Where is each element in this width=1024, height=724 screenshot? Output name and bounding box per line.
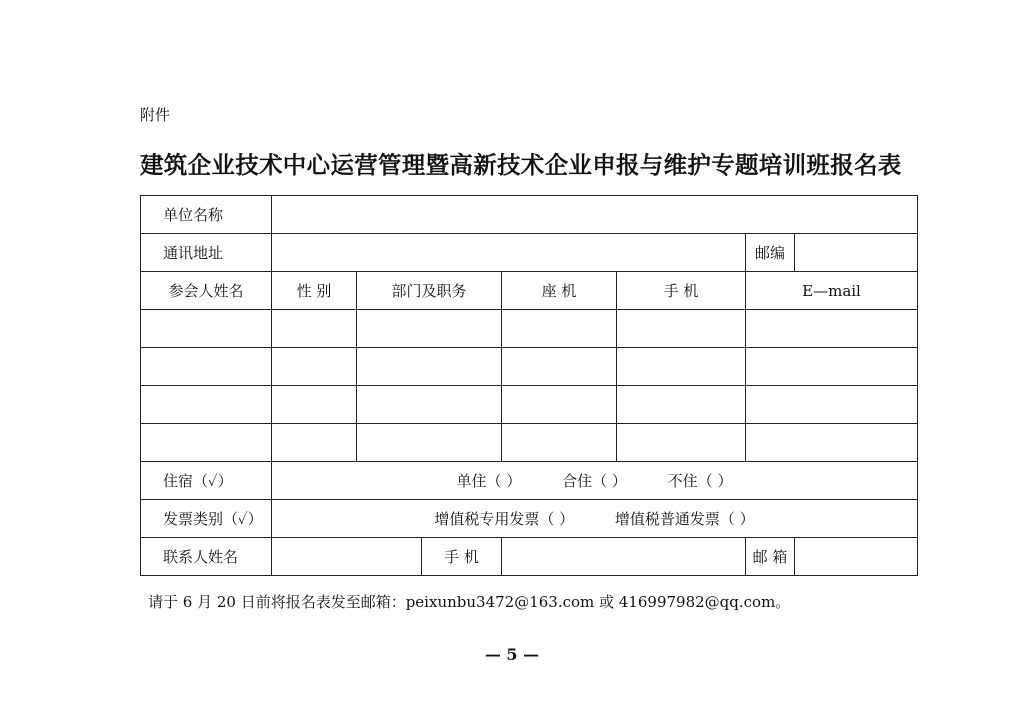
participant-row bbox=[141, 348, 918, 386]
invoice-special-option[interactable]: 增值税专用发票（ ） bbox=[434, 510, 575, 528]
accommodation-options bbox=[272, 462, 918, 500]
address-label: 通讯地址 bbox=[141, 234, 272, 272]
invoice-label: 发票类别（✓） bbox=[141, 500, 272, 538]
header-landline: 座 机 bbox=[502, 272, 617, 310]
participant-department-cell[interactable] bbox=[357, 386, 502, 424]
participant-email-cell[interactable] bbox=[746, 424, 918, 462]
participant-mobile-cell[interactable] bbox=[617, 386, 746, 424]
participant-header-row bbox=[141, 272, 918, 310]
participant-gender-cell[interactable] bbox=[272, 348, 357, 386]
header-email: E—mail bbox=[746, 272, 918, 310]
contact-email-label: 邮 箱 bbox=[746, 538, 795, 576]
participant-landline-cell[interactable] bbox=[502, 424, 617, 462]
contact-mobile-label: 手 机 bbox=[422, 538, 502, 576]
invoice-general-option[interactable]: 增值税普通发票（ ） bbox=[614, 510, 755, 528]
participant-row bbox=[141, 386, 918, 424]
postcode-field[interactable] bbox=[795, 234, 918, 272]
participant-row bbox=[141, 424, 918, 462]
unit-name-label: 单位名称 bbox=[141, 196, 272, 234]
participant-gender-cell[interactable] bbox=[272, 310, 357, 348]
participant-department-cell[interactable] bbox=[357, 348, 502, 386]
participant-gender-cell[interactable] bbox=[272, 386, 357, 424]
participant-mobile-cell[interactable] bbox=[617, 348, 746, 386]
participant-landline-cell[interactable] bbox=[502, 386, 617, 424]
page-number: — 5 — bbox=[484, 645, 540, 664]
postcode-label: 邮编 bbox=[746, 234, 795, 272]
address-field[interactable] bbox=[272, 234, 746, 272]
accommodation-none-option[interactable]: 不住（ ） bbox=[667, 472, 733, 490]
participant-gender-cell[interactable] bbox=[272, 424, 357, 462]
participant-email-cell[interactable] bbox=[746, 310, 918, 348]
page-title: 建筑企业技术中心运营管理暨高新技术企业申报与维护专题培训班报名表 bbox=[140, 151, 902, 179]
contact-mobile-field[interactable] bbox=[502, 538, 746, 576]
participant-department-cell[interactable] bbox=[357, 310, 502, 348]
accommodation-label: 住宿（✓） bbox=[141, 462, 272, 500]
registration-form bbox=[140, 195, 918, 576]
contact-name-field[interactable] bbox=[272, 538, 422, 576]
unit-name-field[interactable] bbox=[272, 196, 918, 234]
participant-email-cell[interactable] bbox=[746, 386, 918, 424]
accommodation-single-option[interactable]: 单住（ ） bbox=[456, 472, 522, 490]
accommodation-shared-option[interactable]: 合住（ ） bbox=[562, 472, 627, 490]
contact-label: 联系人姓名 bbox=[141, 538, 272, 576]
participant-mobile-cell[interactable] bbox=[617, 424, 746, 462]
header-mobile: 手 机 bbox=[617, 272, 746, 310]
header-department: 部门及职务 bbox=[357, 272, 502, 310]
header-name: 参会人姓名 bbox=[141, 272, 272, 310]
invoice-options bbox=[272, 500, 918, 538]
participant-name-cell[interactable] bbox=[141, 310, 272, 348]
participant-email-cell[interactable] bbox=[746, 348, 918, 386]
participant-mobile-cell[interactable] bbox=[617, 310, 746, 348]
attachment-label: 附件 bbox=[140, 106, 171, 124]
participant-name-cell[interactable] bbox=[141, 348, 272, 386]
participant-row bbox=[141, 310, 918, 348]
participant-name-cell[interactable] bbox=[141, 424, 272, 462]
participant-department-cell[interactable] bbox=[357, 424, 502, 462]
participant-landline-cell[interactable] bbox=[502, 310, 617, 348]
participant-landline-cell[interactable] bbox=[502, 348, 617, 386]
participant-name-cell[interactable] bbox=[141, 386, 272, 424]
header-gender: 性 别 bbox=[272, 272, 357, 310]
contact-email-field[interactable] bbox=[795, 538, 918, 576]
submission-note: 请于 6 月 20 日前将报名表发至邮箱：peixunbu3472@163.com 或 416997982@qq.com。 bbox=[148, 593, 791, 611]
